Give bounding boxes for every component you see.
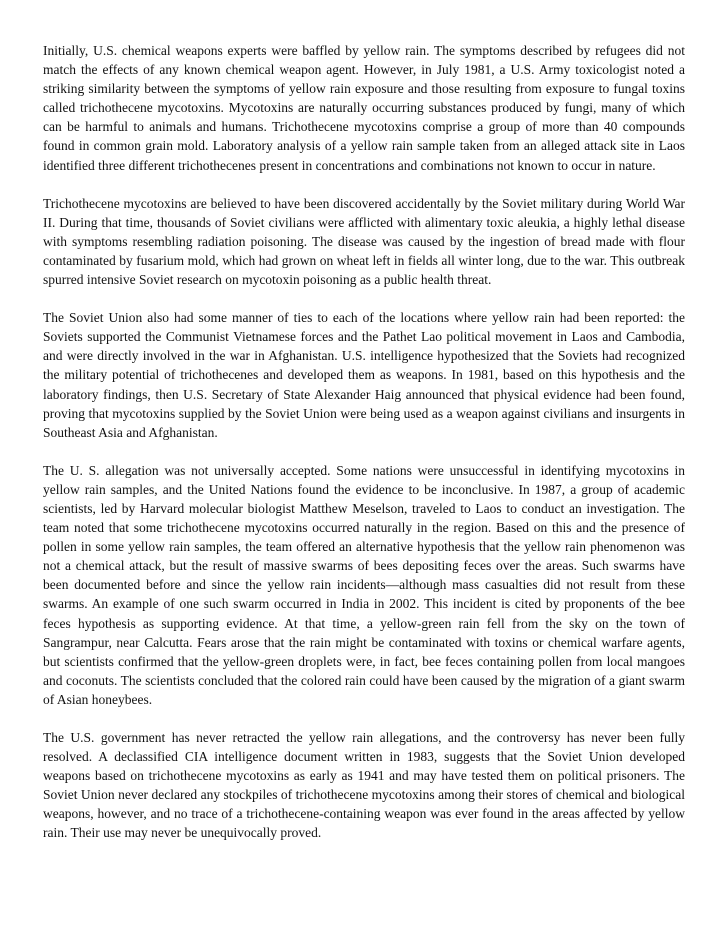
paragraph-initial-confusion: Initially, U.S. chemical weapons experts were baffled by yellow rain. The symptoms described by refugees did not match the effects of any known chemical weapon agent. However, in July 1981, a U.S. Army toxicologist noted a striking similarity between the symptoms of yellow rain exposure and those resulting from exposure to fungal toxins called trichothecene mycotoxins. Mycotoxins are naturally occurring substances produced by fungi, many of which can be harmful to animals and humans. Trichothecene mycotoxins comprise a group of more than 40 compounds found in common grain mold. Laboratory analysis of a yellow rain sample taken from an alleged attack site in Laos identified three different trichothecenes present in concentrations and combinations not known to occur in nature. [43,43,685,173]
paragraph-soviet-discovery: Trichothecene mycotoxins are believed to have been discovered accidentally by the Soviet military during World War II. During that time, thousands of Soviet civilians were afflicted with alimentary toxic aleukia, a highly lethal disease with symptoms resembling radiation poisoning. The disease was caused by the ingestion of bread made with flour contaminated by fusarium mold, which had grown on wheat left in fields all winter long, due to the war. This outbreak spurred intensive Soviet research on mycotoxin poisoning as a public health threat. [43,195,685,288]
paragraph-bee-feces-hypothesis: The U. S. allegation was not universally accepted. Some nations were unsuccessful in identifying mycotoxins in yellow rain samples, and the United Nations found the evidence to be inconclusive. In 1987, a group of academic scientists, led by Harvard molecular biologist Matthew Meselson, traveled to Laos to conduct an investigation. The team noted that some trichothecene mycotoxins occurred naturally in the region. Based on this and the presence of pollen in some yellow rain samples, the team offered an alternative hypothesis that the yellow rain phenomenon was not a chemical attack, but the result of massive swarms of bees depositing feces over the areas. Such swarms have been documented before and since the yellow rain incidents—although mass casualties did not result from these swarms. An example of one such swarm occurred in India in 2002. This incident is cited by proponents of the bee feces hypothesis as supporting evidence. At that time, a yellow-green rain fell from the sky on the town of Sangrampur, near Calcutta. Fears arose that the rain might be contaminated with toxins or chemical warfare agents, but scientists confirmed that the yellow-green droplets were, in fact, bee feces containing pollen from local mangoes and coconuts. The scientists concluded that the colored rain could have been caused by the migration of a giant swarm of Asian honeybees. [43,462,685,707]
document-page [43,41,685,862]
paragraph-soviet-ties: The Soviet Union also had some manner of ties to each of the locations where yellow rain had been reported: the Soviets supported the Communist Vietnamese forces and the Pathet Lao political movement in Laos and Cambodia, and were directly involved in the war in Afghanistan. U.S. intelligence hypothesized that the Soviets had recognized the military potential of trichothecenes and developed them as weapons. In 1981, based on this hypothesis and the laboratory findings, then U.S. Secretary of State Alexander Haig announced that physical evidence had been found, proving that mycotoxins supplied by the Soviet Union were being used as a weapon against civilians and insurgents in Southeast Asia and Afghanistan. [43,310,685,440]
paragraph-unresolved-controversy: The U.S. government has never retracted the yellow rain allegations, and the controversy has never been fully resolved. A declassified CIA intelligence document written in 1983, suggests that the Soviet Union developed weapons based on trichothecene mycotoxins as early as 1941 and may have tested them on political prisoners. The Soviet Union never declared any stockpiles of trichothecene mycotoxins among their stores of chemical and biological weapons, however, and no trace of a trichothecene-containing weapon was ever found in the areas affected by yellow rain. Their use may never be unequivocally proved. [43,730,685,841]
